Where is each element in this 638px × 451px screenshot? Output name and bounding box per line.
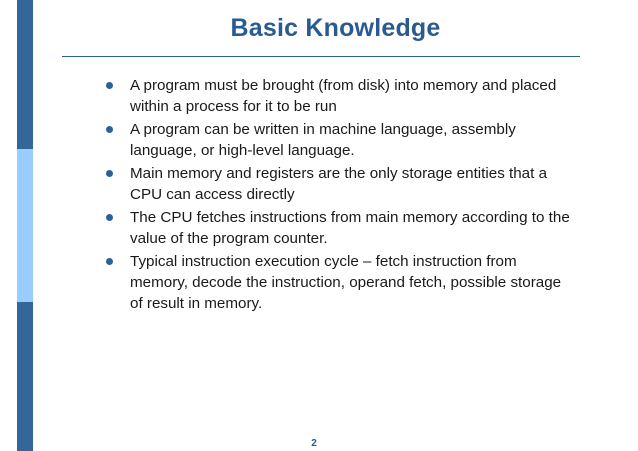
- bullet-item: [104, 163, 574, 205]
- bullet-item: [104, 251, 574, 314]
- side-bar-bottom-segment: [17, 302, 33, 451]
- bullet-text: Typical instruction execution cycle – fetch instruction from memory, decode the instruction, operand fetch, possible storage of result in memory.: [130, 253, 562, 312]
- bullet-text: A program must be brought (from disk) into memory and placed within a process for it to be run: [130, 77, 557, 115]
- title-underline-divider: [62, 56, 580, 57]
- slide-title: Basic Knowledge: [230, 14, 441, 42]
- bullet-item: [104, 207, 574, 249]
- bullet-text: Main memory and registers are the only storage entities that a CPU can access directly: [130, 165, 548, 203]
- bullet-text: The CPU fetches instructions from main memory according to the value of the program counter.: [130, 209, 570, 247]
- bullet-dot-icon: [106, 258, 113, 265]
- bullet-item: [104, 119, 574, 161]
- bullet-dot-icon: [106, 214, 113, 221]
- side-bar-middle-segment: [17, 149, 33, 302]
- page-number: 2: [311, 438, 317, 449]
- bullet-text: A program can be written in machine language, assembly language, or high-level language.: [130, 121, 516, 159]
- bullet-dot-icon: [106, 170, 113, 177]
- side-bar-top-segment: [17, 0, 33, 149]
- decorative-side-bar: [17, 0, 33, 451]
- bullet-dot-icon: [106, 126, 113, 133]
- bullet-item: [104, 75, 574, 117]
- bullet-list: [104, 75, 574, 316]
- bullet-dot-icon: [106, 82, 113, 89]
